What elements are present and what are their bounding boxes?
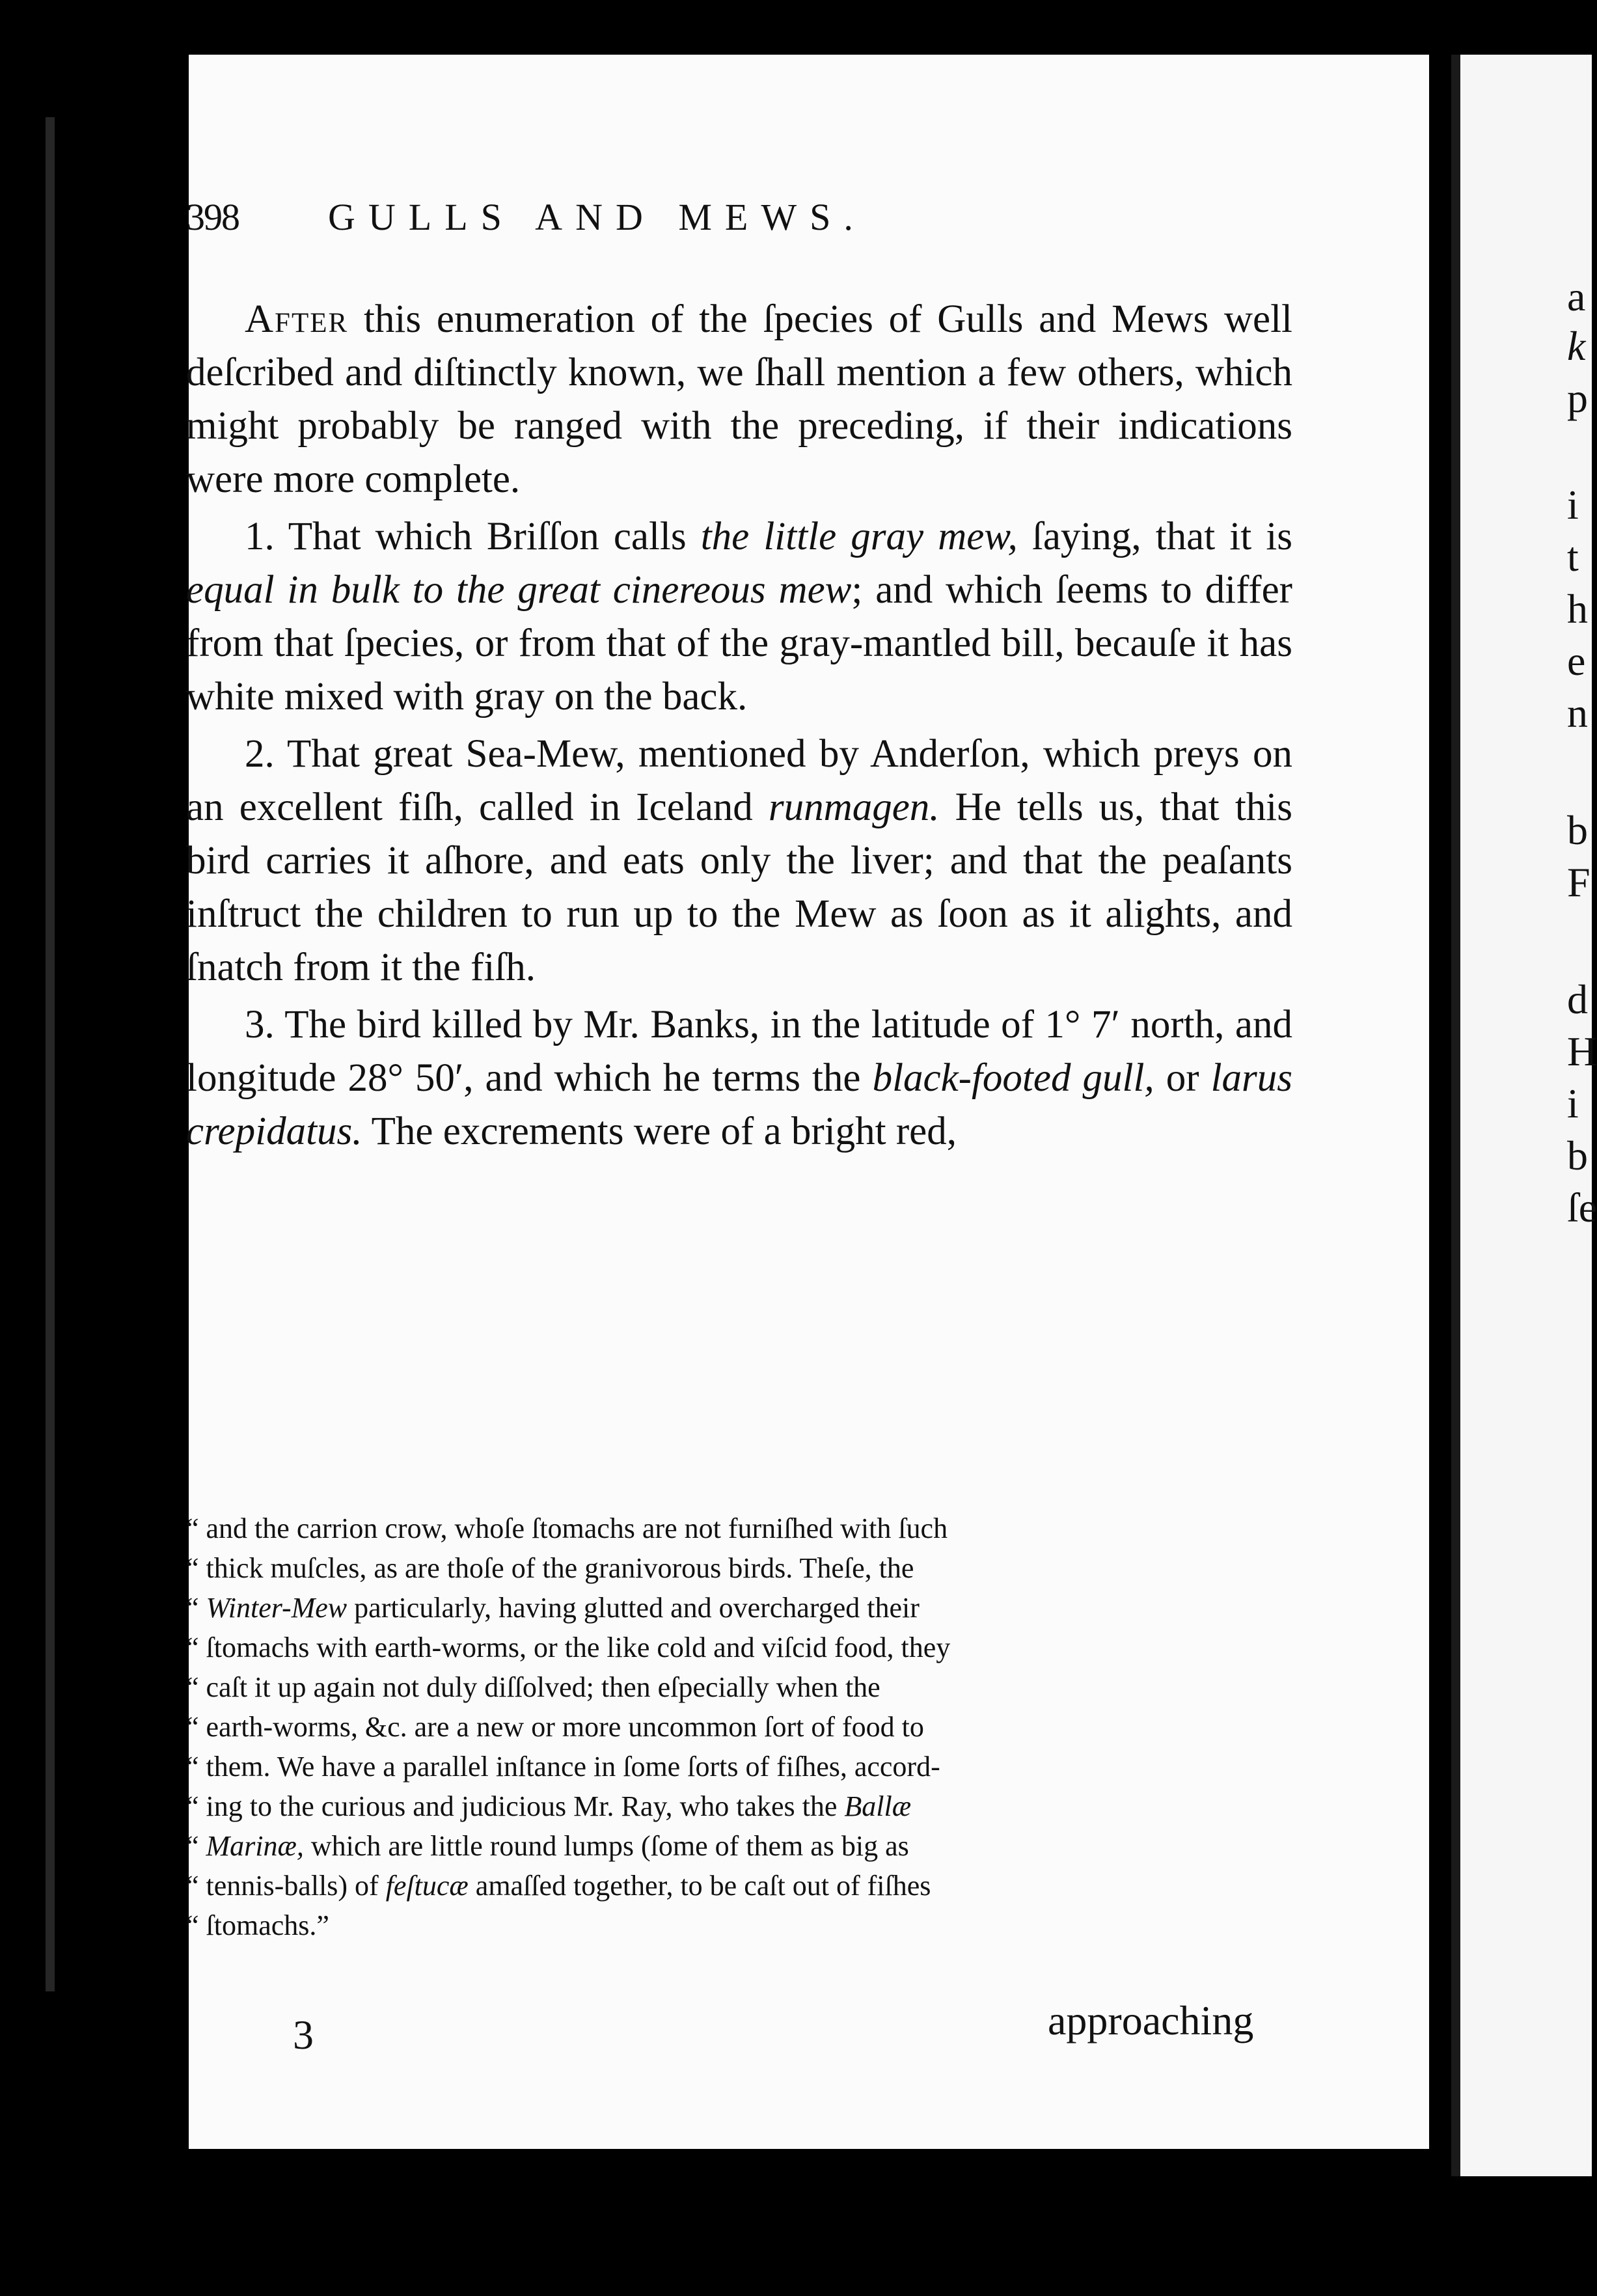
facing-letter: t — [1567, 534, 1579, 580]
facing-letter: a — [1567, 273, 1586, 320]
facing-letter: d — [1567, 976, 1588, 1022]
footnote-line: “ caſt it up again not duly diſſolved; then eſpecially when the — [186, 1671, 880, 1703]
quote-mark: “ — [186, 1830, 206, 1862]
footnote — [186, 1509, 1292, 1945]
signature-mark: 3 — [293, 2012, 314, 2058]
text-run: ſaying, that it is — [1017, 515, 1293, 558]
text-run: particularly, having glutted and overcharged their — [347, 1592, 920, 1624]
facing-letter: e — [1567, 638, 1586, 684]
italic-run: the little gray mew, — [700, 515, 1018, 558]
text-run: “ ing to the curious and judicious Mr. Ray, who takes the — [186, 1790, 845, 1822]
italic-run: runmagen. — [768, 786, 940, 829]
italic-run: equal in bulk to the great cinereous mew — [186, 568, 852, 612]
footnote-line — [186, 1866, 1292, 1906]
text-run: “ tennis-balls) of — [186, 1870, 386, 1902]
footnote-line: “ earth-worms, &c. are a new or more uncommon ſort of food to — [186, 1711, 924, 1743]
binding-shadow — [46, 117, 55, 1991]
paragraph-intro — [186, 293, 1292, 506]
quote-mark: “ — [186, 1592, 206, 1624]
facing-letter: i — [1567, 482, 1579, 528]
text-run: which are little round lumps (ſome of them as big as — [303, 1830, 909, 1862]
page-header — [186, 195, 1162, 254]
footnote-line — [186, 1588, 1292, 1628]
italic-run: feſtucæ — [385, 1870, 469, 1902]
text-run: The excrements were of a bright red, — [362, 1110, 957, 1153]
main-text — [186, 293, 1292, 1158]
facing-letter: i — [1567, 1080, 1579, 1127]
catchword: approaching — [1048, 1997, 1254, 2043]
italic-run: Winter-Mew — [206, 1592, 348, 1624]
text-run: amaſſed together, to be caſt out of fiſhes — [468, 1870, 931, 1902]
facing-page-edge — [1451, 55, 1597, 2176]
text-run: or — [1154, 1056, 1211, 1100]
footnote-line: “ and the carrion crow, whoſe ſtomachs are not furniſhed with ſuch — [186, 1512, 948, 1544]
text-run: 1. That which Briſſon calls — [245, 515, 701, 558]
italic-run: Marinæ, — [206, 1830, 304, 1862]
footnote-line: “ ſtomachs.” — [186, 1909, 329, 1941]
gutter-shadow — [1451, 55, 1460, 2176]
footnote-line — [186, 1786, 1292, 1826]
text-run: 2. That great Sea-Mew, mentioned by Anderſon, which preys on an excellent fiſh, called in Iceland — [186, 732, 1292, 829]
facing-letter: k — [1567, 323, 1586, 369]
footnote-line: “ them. We have a parallel inſtance in ſome ſorts of fiſhes, accord- — [186, 1751, 940, 1783]
footnote-line: “ ſtomachs with earth-worms, or the like cold and viſcid food, they — [186, 1632, 951, 1663]
facing-letter: b — [1567, 807, 1588, 853]
facing-letter: H — [1567, 1028, 1597, 1074]
paragraph-item-2 — [186, 728, 1292, 994]
text-run: ; and which ſeems to differ from that ſpecies, or from that of the gray-mantled bill, becauſe it has white mixed with gray on the back. — [186, 568, 1292, 718]
text-run: this enumeration of the ſpecies of Gulls and Mews well deſcribed and diſtinctly known, we ſhall mention a few others, which might probably be ranged with the preceding, if their indications were more complete. — [186, 297, 1292, 501]
text-run: 3. The bird killed by Mr. Banks, in the latitude of 1° 7′ north, and longitude 28° 50′, and which he terms the — [186, 1003, 1292, 1100]
facing-letter: h — [1567, 586, 1588, 632]
facing-letter: ſe — [1567, 1184, 1597, 1231]
italic-run: larus crepidatus. — [186, 1056, 1292, 1153]
footnote-line: “ thick muſcles, as are thoſe of the granivorous birds. Theſe, the — [186, 1552, 914, 1584]
lead-word: After — [245, 297, 349, 341]
facing-letter: n — [1567, 690, 1588, 736]
facing-letter: F — [1567, 859, 1590, 905]
page-number: 398 — [186, 196, 239, 238]
paragraph-item-1 — [186, 510, 1292, 724]
text-run: He tells us, that this bird carries it aſhore, and eats only the liver; and that the peaſants inſtruct the children to run up to the Mew as ſoon as it alights, and ſnatch from it the fiſh. — [186, 786, 1292, 989]
paragraph-item-3 — [186, 998, 1292, 1158]
facing-letter: p — [1567, 375, 1588, 421]
facing-letter: b — [1567, 1132, 1588, 1179]
running-title: GULLS AND MEWS. — [328, 196, 866, 238]
italic-run: Ballæ — [844, 1790, 912, 1822]
footnote-line — [186, 1826, 1292, 1866]
italic-run: black-footed gull, — [872, 1056, 1154, 1100]
